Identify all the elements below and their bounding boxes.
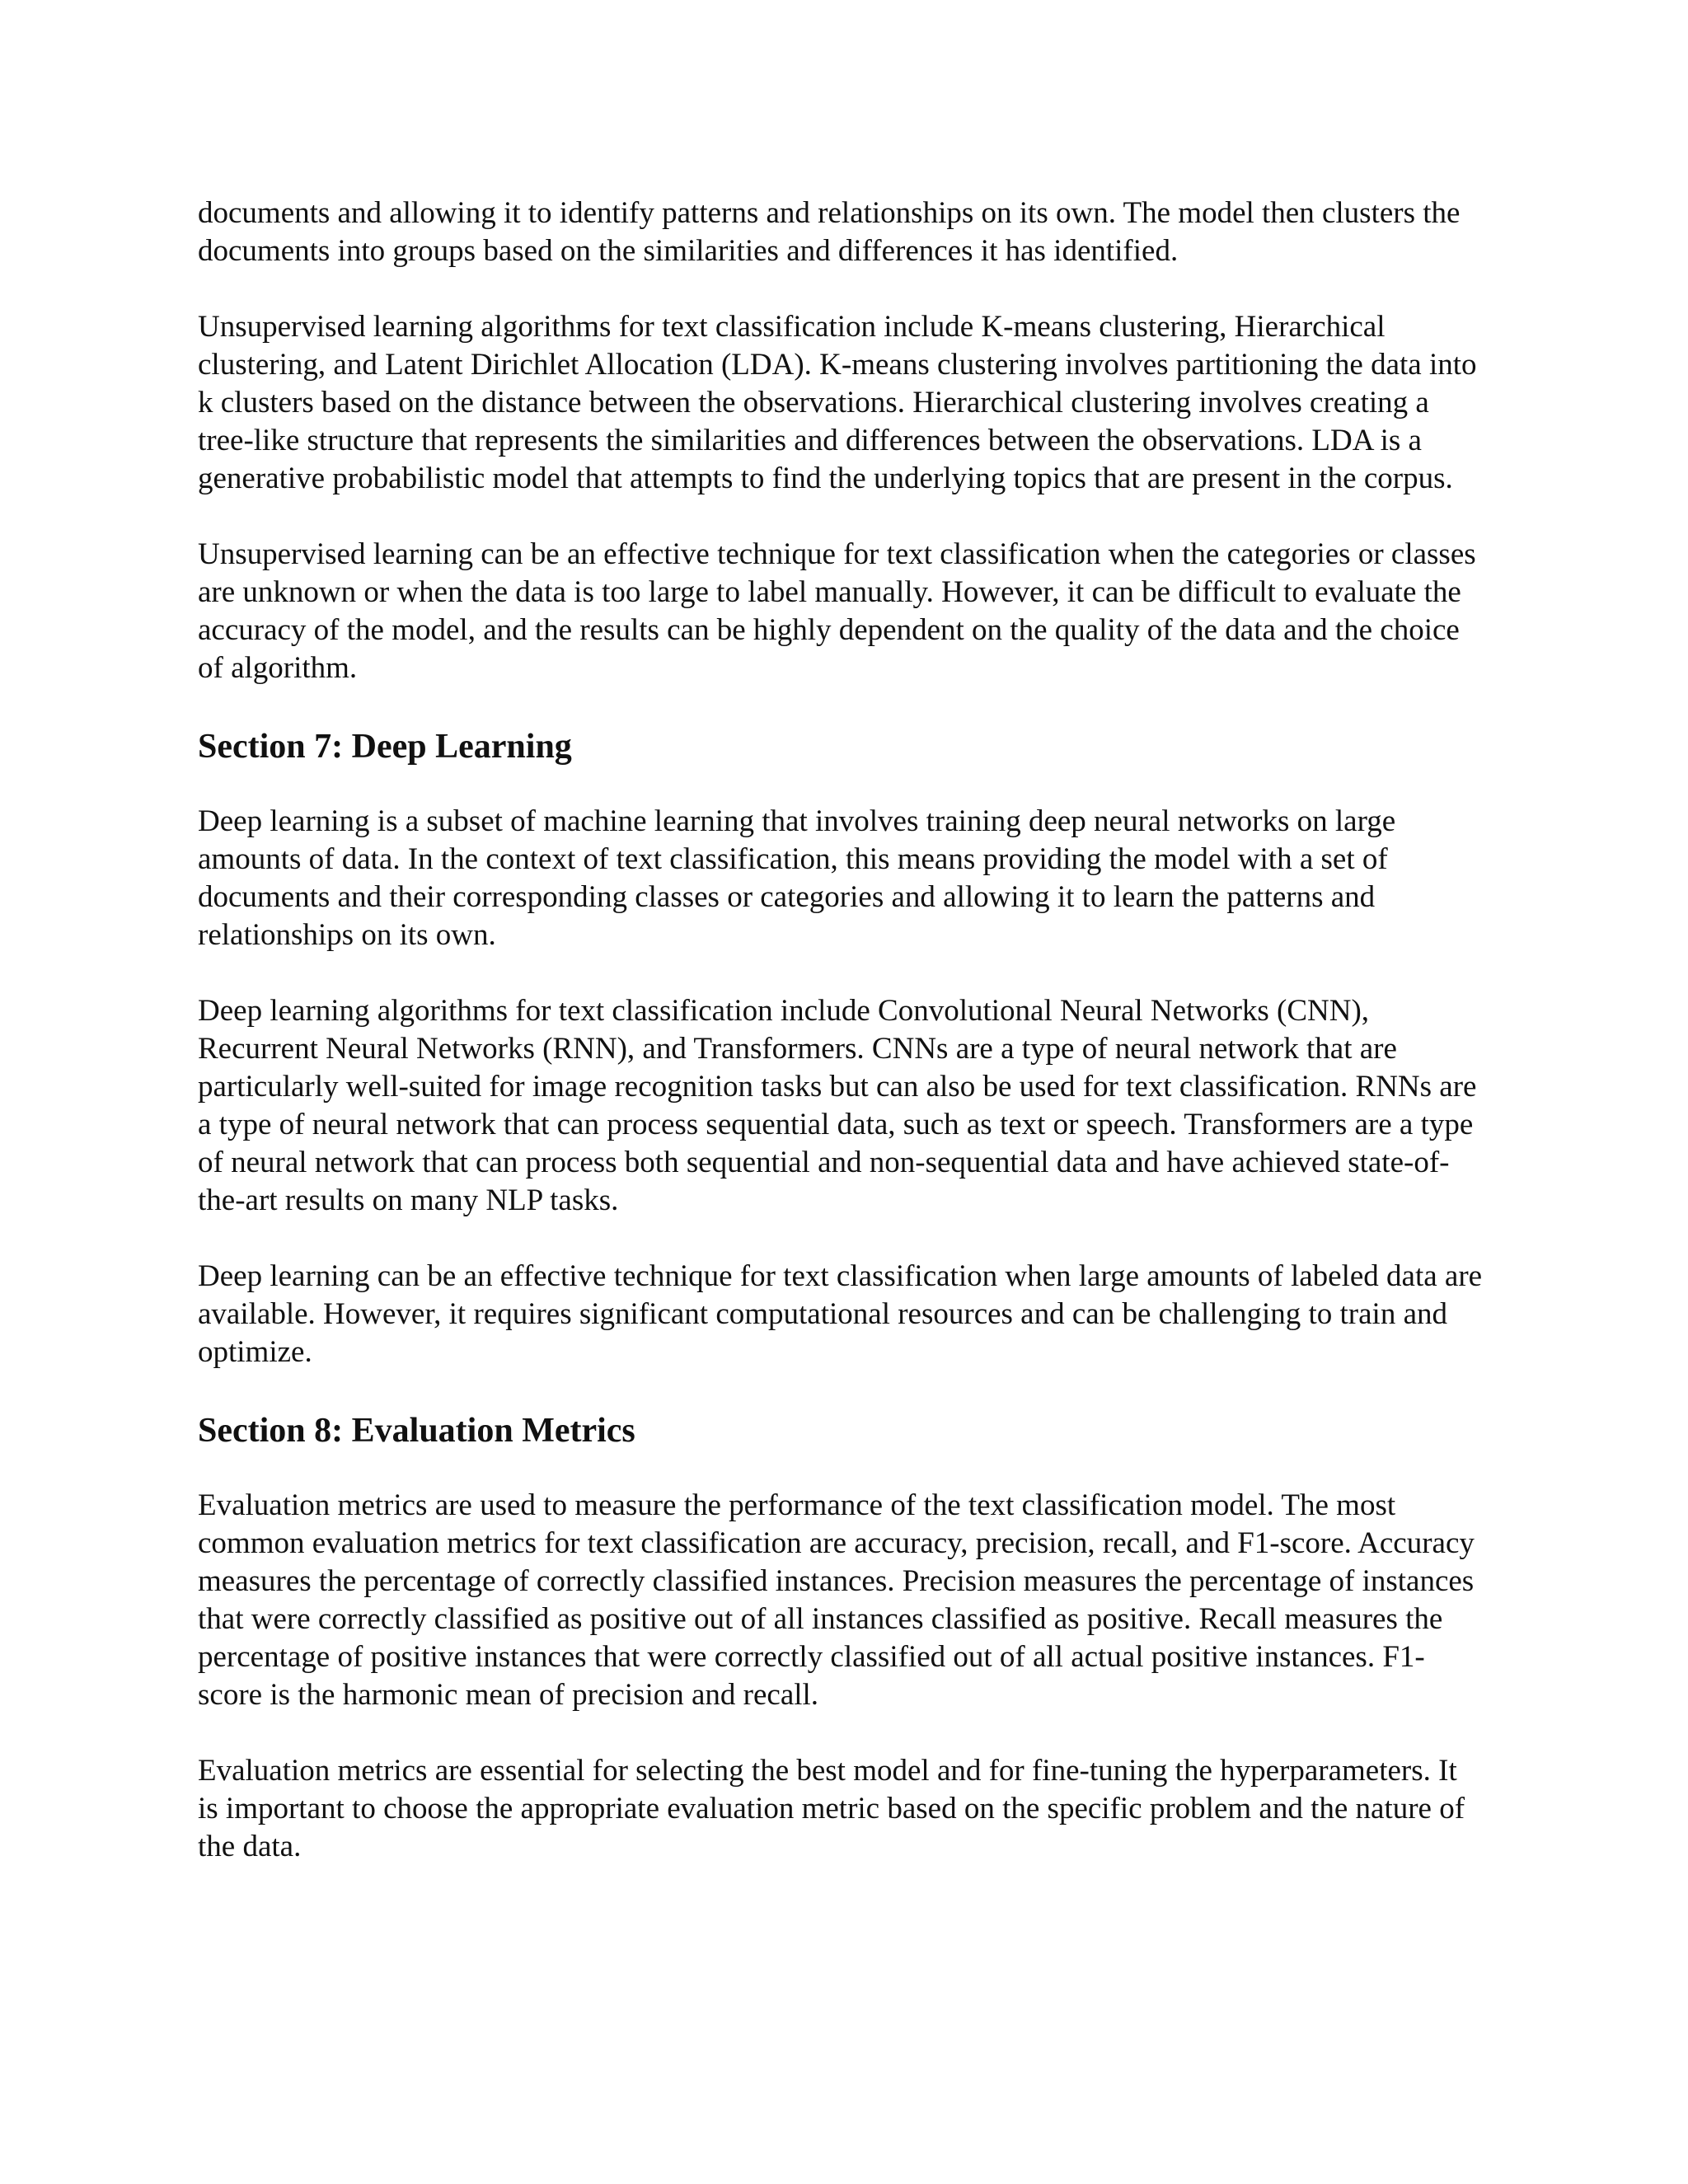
- paragraph-deep-learning-evaluation: Deep learning can be an effective technique for text classification when large amounts of labeled data are available. However, it requires significant computational resources and can be challenging to train and optimize.: [198, 1259, 1483, 1369]
- section-8-heading: Section 8: Evaluation Metrics: [198, 1412, 635, 1450]
- paragraph-evaluation-metrics-importance: Evaluation metrics are essential for selecting the best model and for fine-tuning the hyperparameters. It is important to choose the appropriate evaluation metric based on the specific problem and the nature of the data.: [198, 1754, 1465, 1863]
- document-body: [198, 194, 1484, 1866]
- paragraph-unsupervised-algorithms: Unsupervised learning algorithms for text classification include K-means clustering, Hierarchical clustering, and Latent Dirichlet Allocation (LDA). K-means clustering involves partitioning the data into k clusters based on the distance between the observations. Hierarchical clustering involves creating a tree-like structure that represents the similarities and differences between the observations. LDA is a generative probabilistic model that attempts to find the underlying topics that are present in the corpus.: [198, 310, 1477, 495]
- paragraph-evaluation-metrics-definition: Evaluation metrics are used to measure the performance of the text classification model. The most common evaluation metrics for text classification are accuracy, precision, recall, and F1-score. Accuracy measures the percentage of correctly classified instances. Precision measures the percentage of instances that were correctly classified as positive out of all instances classified as positive. Recall measures the percentage of positive instances that were correctly classified out of all actual positive instances. F1-score is the harmonic mean of precision and recall.: [198, 1488, 1475, 1712]
- paragraph-unsupervised-evaluation: Unsupervised learning can be an effective technique for text classification when the categories or classes are unknown or when the data is too large to label manually. However, it can be difficult to evaluate the accuracy of the model, and the results can be highly dependent on the quality of the data and the choice of algorithm.: [198, 537, 1476, 685]
- paragraph-clustering-intro: documents and allowing it to identify patterns and relationships on its own. The model then clusters the documents into groups based on the similarities and differences it has identified.: [198, 196, 1461, 268]
- paragraph-deep-learning-algorithms: Deep learning algorithms for text classification include Convolutional Neural Networks (CNN), Recurrent Neural Networks (RNN), and Transformers. CNNs are a type of neural network that are particularly well-suited for image recognition tasks but can also be used for text classification. RNNs are a type of neural network that can process sequential data, such as text or speech. Transformers are a type of neural network that can process both sequential and non-sequential data and have achieved state-of-the-art results on many NLP tasks.: [198, 994, 1477, 1217]
- section-7-heading: Section 7: Deep Learning: [198, 728, 572, 766]
- paragraph-deep-learning-definition: Deep learning is a subset of machine learning that involves training deep neural networks on large amounts of data. In the context of text classification, this means providing the model with a set of documents and their corresponding classes or categories and allowing it to learn the patterns and relationships on its own.: [198, 804, 1396, 952]
